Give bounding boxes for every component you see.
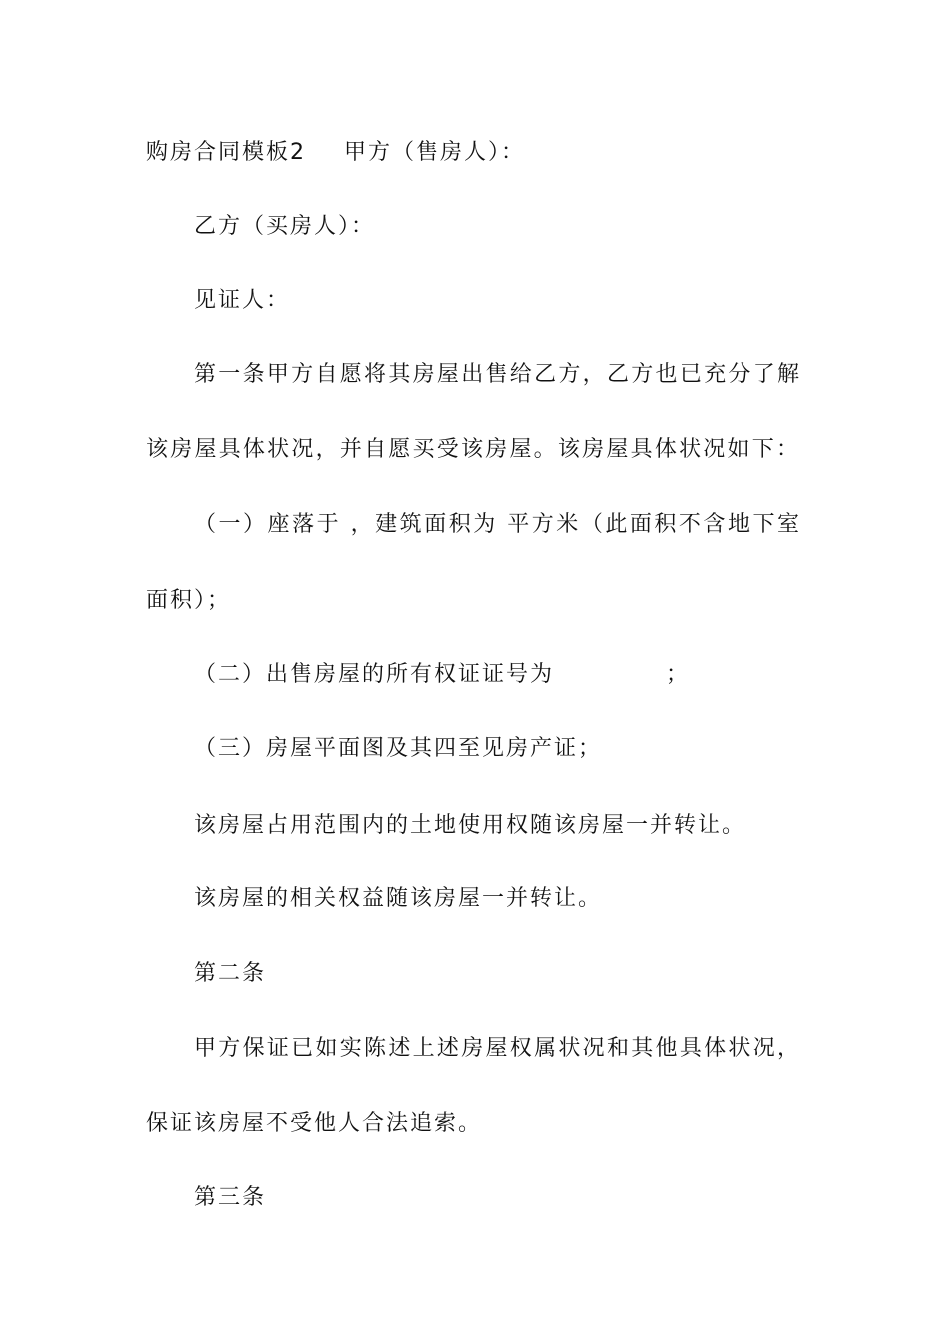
item-two-line — [194, 661, 854, 689]
article-two-paragraph-line-2: 保证该房屋不受他人合法追索。 — [146, 1111, 483, 1136]
article-three-heading: 第三条 — [194, 1185, 267, 1210]
item-one-line-2: 面积）； — [146, 588, 232, 613]
buyer-label-line: 乙方（买房人）： — [194, 214, 376, 239]
related-rights-line: 该房屋的相关权益随该房屋一并转让。 — [194, 886, 603, 911]
item-two-semicolon: ； — [666, 662, 691, 687]
document-title: 购房合同模板2 — [146, 140, 306, 165]
land-use-right-line: 该房屋占用范围内的土地使用权随该房屋一并转让。 — [194, 813, 747, 838]
article-two-paragraph-line-1: 甲方保证已如实陈述上述房屋权属状况和其他具体状况， — [194, 1036, 801, 1061]
article-two-heading: 第二条 — [194, 961, 267, 986]
title-line — [146, 139, 806, 167]
item-one-line-1: （一）座落于 ，建筑面积为 平方米（此面积不含地下室 — [194, 512, 801, 537]
item-three-line: （三）房屋平面图及其四至见房产证； — [194, 736, 603, 761]
seller-label: 甲方（售房人）： — [344, 140, 526, 165]
article-one-paragraph-line-2: 该房屋具体状况，并自愿买受该房屋。该房屋具体状况如下： — [146, 437, 800, 462]
witness-label-line: 见证人： — [194, 288, 291, 313]
item-two-text: （二）出售房屋的所有权证证号为 — [194, 662, 555, 687]
article-one-paragraph-line-1: 第一条甲方自愿将其房屋出售给乙方，乙方也已充分了解 — [194, 362, 801, 387]
